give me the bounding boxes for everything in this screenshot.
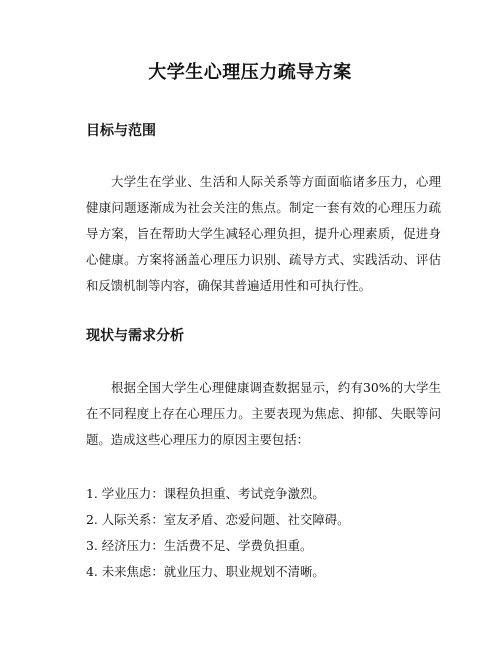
section-heading-status-needs: 现状与需求分析 xyxy=(86,328,184,344)
list-item: 4. 未来焦虑：就业压力、职业规划不清晰。 xyxy=(86,564,325,579)
section-paragraph-goals-scope: 大学生在学业、生活和人际关系等方面面临诸多压力，心理健康问题逐渐成为社会关注的焦点。制定一套有效的心理压力疏导方案，旨在帮助大学生减轻心理负担，提升心理素质，促进身心健康。方案将涵盖心理压力识别、疏导方式、实践活动、评估和反馈机制等内容，确保其普遍适用性和可执行性。 xyxy=(86,174,441,293)
section-heading-goals-scope: 目标与范围 xyxy=(86,123,156,139)
section-paragraph-status-needs: 根据全国大学生心理健康调查数据显示，约有30%的大学生在不同程度上存在心理压力。主要表现为焦虑、抑郁、失眠等问题。造成这些心理压力的原因主要包括： xyxy=(86,380,441,447)
list-item: 2. 人际关系：室友矛盾、恋爱问题、社交障碍。 xyxy=(86,512,350,527)
list-item: 1. 学业压力：课程负担重、考试竞争激烈。 xyxy=(86,486,325,501)
document-title: 大学生心理压力疏导方案 xyxy=(148,62,352,83)
list-item: 3. 经济压力：生活费不足、学费负担重。 xyxy=(86,538,313,553)
cause-list xyxy=(86,481,446,585)
